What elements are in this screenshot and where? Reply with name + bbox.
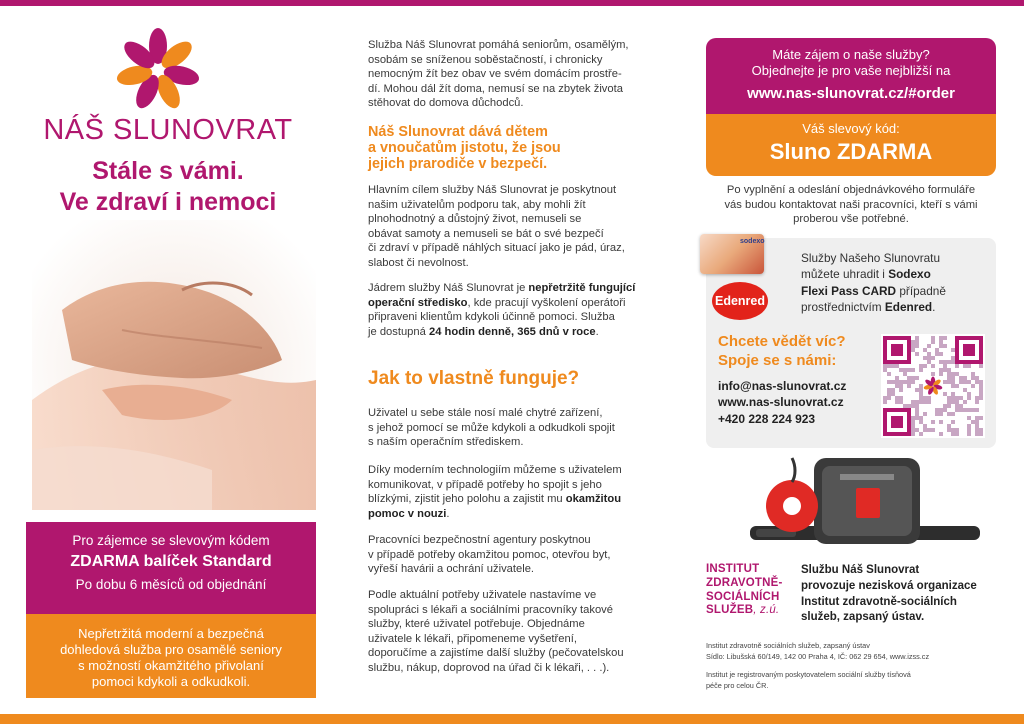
code-label: Váš slevový kód: <box>802 121 900 136</box>
text-line: Službu Náš Slunovrat <box>801 564 920 576</box>
text-line: služby, které uživatel potřebuje. Objednáme <box>368 618 585 631</box>
headline-line: Náš Slunovrat dává dětem <box>368 124 548 140</box>
promo-line-1: Pro zájemce se slevovým kódem <box>72 533 270 548</box>
text-line: provozuje nezisková organizace <box>801 579 977 592</box>
contact-email-link[interactable]: info@nas-slunovrat.cz <box>718 379 847 393</box>
text-line: Pracovníci bezpečnostní agentury poskytnou <box>368 534 591 546</box>
contact-details <box>718 378 888 427</box>
bottom-orange-strip <box>0 714 1024 724</box>
text-span: můžete uhradit i <box>801 267 889 282</box>
text-line: dí. Mohou dál žít doma, nemusí se na zbytek života <box>368 82 623 95</box>
text-line: vyřeší havárii a ochrání uživatele. <box>368 563 535 576</box>
text-span: Jádrem služby Náš Slunovrat je <box>368 282 529 294</box>
slogan <box>20 156 316 218</box>
top-magenta-strip <box>0 0 1024 6</box>
text-span: , kde pracují vyškolení operátoři <box>467 296 626 309</box>
how-paragraph-3 <box>368 533 658 577</box>
text-line: Po vyplnění a odeslání objednávkového formuláře <box>726 184 976 196</box>
text-span: . <box>595 325 599 338</box>
institute-logo <box>706 563 798 618</box>
text-line: osobám se sníženou soběstačností, i chronicky <box>368 53 603 66</box>
promo-line-2: ZDARMA balíček Standard <box>70 553 272 570</box>
text-line: Institut zdravotně sociálních služeb, zapsaný ústav <box>706 641 870 650</box>
text-line <box>368 507 658 522</box>
assurance-headline <box>368 124 658 172</box>
text-line: službu, nákup, doprovod na úřad či k lékaři, . . .). <box>368 661 610 674</box>
text-line: komunikovat, v případě potřeby ho spojit s jeho <box>368 478 602 491</box>
order-line-1: Máte zájem o naše služby? <box>772 47 930 62</box>
text-line: péče pro celou ČR. <box>706 680 769 690</box>
text-line: připraveni klientům kdykoli účinně pomoci. Služba <box>368 311 615 324</box>
contact-heading-line-2: Spoje se s námi: <box>718 352 837 369</box>
payment-text <box>801 250 991 316</box>
logo-line: ZDRAVOTNĚ- <box>706 576 783 589</box>
discount-code-box <box>706 114 996 176</box>
text-line: s naším operačním střediskem. <box>368 436 524 449</box>
contact-heading <box>718 332 888 370</box>
text-span: je dostupná <box>368 325 429 338</box>
text-bold: okamžitou <box>565 493 622 506</box>
text-line: Uživatel u sebe stále nosí malé chytré zařízení, <box>368 407 603 419</box>
summary-line-3: s možností okamžitého přivolaní <box>78 658 264 673</box>
text-line <box>368 325 658 340</box>
promo-line-3: Po dobu 6 měsíců od objednání <box>75 577 267 592</box>
how-it-works-heading: Jak to vlastně funguje? <box>368 368 580 389</box>
text-line: proberou vše potřebné. <box>793 213 909 225</box>
text-line: s jehož pomocí se může kdykoli a odkudkoli spojit <box>368 421 615 434</box>
text-line: doporučíme a zajistíme další služby (pečovatelskou <box>368 647 624 660</box>
promo-box <box>26 522 316 614</box>
institute-statement <box>801 563 996 626</box>
summary-line-1: Nepřetržitá moderní a bezpečná <box>78 626 264 641</box>
text-line: Institut zdravotně-sociálních <box>801 595 957 608</box>
institute-registration <box>706 670 996 692</box>
text-span: blízkými, zjistit jeho polohu a zajistit mu <box>368 493 566 506</box>
text-bold: pomoc v nouzi <box>368 507 447 520</box>
text-line: Institut je registrovaným poskytovatelem sociální služby tísňová <box>706 670 911 679</box>
text-bold: Sodexo <box>888 267 931 282</box>
brand-name: NÁŠ SLUNOVRAT <box>43 114 293 146</box>
service-summary-box <box>26 614 316 698</box>
text-span: . <box>446 507 450 520</box>
text-line <box>801 299 991 315</box>
text-line: Služba Náš Slunovrat pomáhá seniorům, osamělým, <box>368 39 629 51</box>
text-bold: nepřetržitě fungující <box>528 282 636 294</box>
order-box <box>706 38 996 114</box>
summary-line-2: dohledová služba pro osamělé seniory <box>60 642 282 657</box>
sun-flower-logo <box>110 18 206 114</box>
how-paragraph-4 <box>368 588 658 676</box>
text-line: v případě potřeby okamžitou pomoc, otevřou byt, <box>368 548 611 561</box>
text-line: obávat samoty a nemuseli se bát o své bezpečí <box>368 227 604 240</box>
contact-web-link[interactable]: www.nas-slunovrat.cz <box>718 395 844 410</box>
text-line: či zdraví v případě náhlých situací jako je pád, úraz, <box>368 242 625 255</box>
text-line: plnohodnotný a důstojný život, nemuseli se <box>368 213 582 226</box>
text-line <box>368 296 658 311</box>
intro-paragraph <box>368 38 658 111</box>
text-bold: 24 hodin denně, 365 dnů v roce <box>428 325 596 338</box>
text-bold: Flexi Pass CARD <box>801 283 897 298</box>
text-line: Sídlo: Libušská 60/149, 142 00 Praha 4, IČ: 062 29 654, www.izss.cz <box>706 651 930 661</box>
text-line: stěhovat do domova důchodců. <box>368 97 524 110</box>
core-paragraph <box>368 281 658 339</box>
text-line: našim uživatelům podporu tak, aby mohli žít <box>368 198 586 211</box>
how-paragraph-1 <box>368 406 658 450</box>
text-line: Díky moderním technologiím můžeme s uživatelem <box>368 464 622 476</box>
text-line: uživatele k lékaři, připomeneme vyšetření, <box>368 632 577 645</box>
text-span: prostřednictvím <box>801 300 885 315</box>
text-line: vás budou kontaktovat naši pracovníci, kteří s vámi <box>724 198 978 211</box>
text-span: případně <box>896 283 946 298</box>
text-line: Hlavním cílem služby Náš Slunovrat je poskytnout <box>368 184 617 196</box>
how-paragraph-2 <box>368 463 658 521</box>
text-line: slabost či nevolnost. <box>368 256 469 269</box>
logo-line <box>706 604 798 618</box>
text-span: . <box>932 300 936 315</box>
slogan-line-2: Ve zdraví i nemoci <box>59 188 277 216</box>
text-line: Služby Našeho Slunovratu <box>801 251 941 265</box>
goal-paragraph <box>368 183 658 271</box>
text-line: Podle aktuální potřeby uživatele nastavíme ve <box>368 589 597 601</box>
contact-phone[interactable]: +420 228 224 923 <box>718 411 816 426</box>
text-line: nemocným žít bez obav ve svém domácím prostře- <box>368 68 622 81</box>
emergency-device-image <box>750 456 980 556</box>
headline-line: jejich prarodiče v bezpečí. <box>368 156 548 172</box>
logo-line: INSTITUT <box>706 563 760 575</box>
text-line <box>801 266 991 282</box>
logo-suffix: , z.ú. <box>753 604 780 617</box>
discount-code: Sluno ZDARMA <box>769 139 933 164</box>
text-line <box>801 283 991 299</box>
logo-span: SLUŽEB <box>706 604 754 617</box>
sodexo-logo: sodexo <box>740 238 765 245</box>
text-line <box>368 492 658 507</box>
text-line <box>368 281 658 296</box>
logo-line: SOCIÁLNÍCH <box>706 590 780 603</box>
holding-hands-photo <box>32 220 316 510</box>
contact-heading-line-1: Chcete vědět víc? <box>718 333 846 350</box>
edenred-logo: Edenred <box>712 282 768 320</box>
summary-line-4: pomoci kdykoli a odkudkoli. <box>91 674 251 689</box>
order-line-2: Objednejte je pro vaše nejbližší na <box>751 63 951 78</box>
text-bold: operační středisko <box>368 296 468 309</box>
headline-line: a vnoučatům jistotu, že jsou <box>368 140 561 156</box>
slogan-line-1: Stále s vámi. <box>92 157 244 185</box>
text-line: služeb, zapsaný ústav. <box>801 611 925 624</box>
qr-code-icon[interactable] <box>881 334 985 438</box>
order-url-link[interactable]: www.nas-slunovrat.cz/#order <box>747 85 955 102</box>
institute-address <box>706 641 996 663</box>
text-bold: Edenred <box>884 300 933 315</box>
text-line: spolupráci s lékaři a sociálními pracovníky takové <box>368 603 613 616</box>
after-order-text <box>706 183 996 227</box>
